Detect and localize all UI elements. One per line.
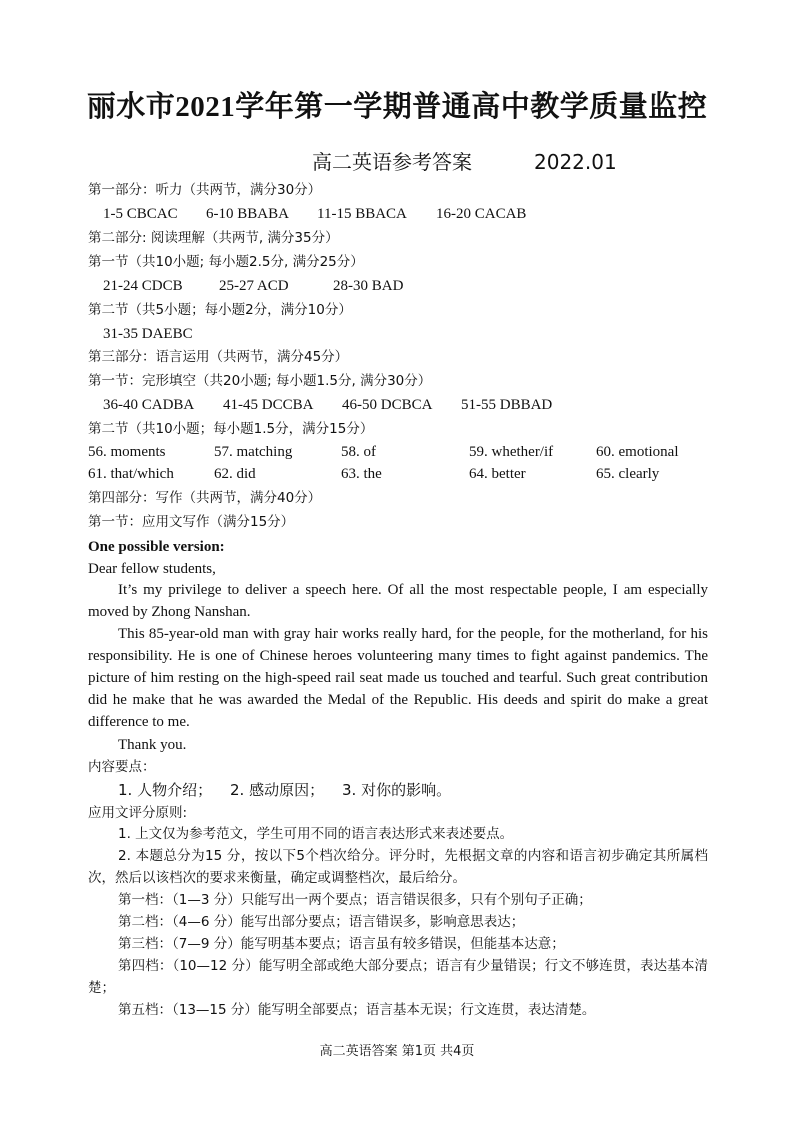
exam-date: 2022.01 <box>534 150 617 174</box>
answer-group: 51-55 DBBAD <box>461 397 553 413</box>
answer-item: 61. that/which <box>88 466 174 482</box>
answer-group: 28-30 BAD <box>333 278 404 294</box>
answer-group: 46-50 DCBCA <box>342 397 433 413</box>
content-point: 2. 感动原因； <box>230 781 325 799</box>
answer-item: 63. the <box>341 466 382 482</box>
answer-item: 65. clearly <box>596 466 660 482</box>
answer-item: 62. did <box>214 466 256 482</box>
answer-group: 21-24 CDCB <box>103 278 183 294</box>
answer-item: 60. emotional <box>596 444 679 460</box>
part3-section2-heading: 第二节（共10小题；每小题1.5分，满分15分） <box>88 421 374 437</box>
essay-paragraph-1: It’s my privilege to deliver a speech here. Of all the most respectable people, I am especially moved by Zhong Nanshan. <box>88 582 708 620</box>
grade-level-1: 第一档：（1—3 分）只能写出一两个要点；语言错误很多，只有个别句子正确； <box>118 892 592 908</box>
part4-heading: 第四部分：写作（共两节，满分40分） <box>88 490 322 506</box>
content-point: 1. 人物介绍； <box>118 781 213 799</box>
answer-item: 56. moments <box>88 444 166 460</box>
answer-item: 64. better <box>469 466 526 482</box>
answer-item: 58. of <box>341 444 376 460</box>
essay-closing: Thank you. <box>118 737 187 753</box>
answer-item: 59. whether/if <box>469 444 554 460</box>
grade-level-5: 第五档：（13—15 分）能写明全部要点；语言基本无误；行文连贯，表达清楚。 <box>118 1002 596 1018</box>
grade-level-2: 第二档：（4—6 分）能写出部分要点；语言错误多，影响意思表达； <box>118 914 525 930</box>
answer-group: 25-27 ACD <box>219 278 289 294</box>
essay-paragraph-2: This 85-year-old man with gray hair works really hard, for the people, for the motherland, for his responsibility. He is one of Chinese heroes volunteering many times to fight against pandemics. The picture of him resting on the high-speed rail seat made us touched and tearful. Such great contribution did he make that he was awarded the Medal of the Republic. His deeds and spirit do make a great difference to me. <box>88 626 708 730</box>
part3-heading: 第三部分：语言运用（共两节，满分45分） <box>88 349 349 365</box>
subtitle-text: 高二英语参考答案 <box>312 150 472 174</box>
part4-section1-heading: 第一节：应用文写作（满分15分） <box>88 514 295 530</box>
salutation: Dear fellow students, <box>88 561 216 577</box>
grade-level-3: 第三档：（7—9 分）能写明基本要点；语言虽有较多错误，但能基本达意； <box>118 936 565 952</box>
part1-heading: 第一部分：听力（共两节，满分30分） <box>88 182 322 198</box>
answer-group: 31-35 DAEBC <box>103 326 193 342</box>
part2-section1-heading: 第一节（共10小题; 每小题2.5分, 满分25分） <box>88 254 364 270</box>
part2-section2-heading: 第二节（共5小题；每小题2分，满分10分） <box>88 302 352 318</box>
content-point: 3. 对你的影响。 <box>342 781 452 799</box>
document-title: 丽水市2021学年第一学期普通高中教学质量监控 <box>86 91 708 123</box>
answer-group: 36-40 CADBA <box>103 397 195 413</box>
answer-item: 57. matching <box>214 444 293 460</box>
answer-group: 41-45 DCCBA <box>223 397 314 413</box>
content-points-label: 内容要点： <box>88 759 156 775</box>
grade-level-4: 第四档：（10—12 分）能写明全部或绝大部分要点；语言有少量错误；行文不够连贯，表达基本清楚； <box>88 958 708 996</box>
answer-group: 16-20 CACAB <box>436 206 527 222</box>
answer-group: 1-5 CBCAC <box>103 206 178 222</box>
version-label: One possible version: <box>88 539 225 555</box>
part3-section1-heading: 第一节：完形填空（共20小题; 每小题1.5分, 满分30分） <box>88 373 432 389</box>
page-footer: 高二英语答案 第1页 共4页 <box>319 1044 475 1059</box>
scoring-principle-2: 2. 本题总分为15 分，按以下5个档次给分。评分时，先根据文章的内容和语言初步确定其所属档次，然后以该档次的要求来衡量，确定或调整档次，最后给分。 <box>88 848 708 886</box>
scoring-principles-label: 应用文评分原则: <box>88 805 188 821</box>
answer-group: 6-10 BBABA <box>206 206 289 222</box>
answer-group: 11-15 BBACA <box>317 206 407 222</box>
document-subtitle <box>312 146 617 175</box>
scoring-principle-1: 1. 上文仅为参考范文，学生可用不同的语言表达形式来表述要点。 <box>118 826 514 842</box>
part2-heading: 第二部分: 阅读理解（共两节, 满分35分） <box>88 230 339 246</box>
